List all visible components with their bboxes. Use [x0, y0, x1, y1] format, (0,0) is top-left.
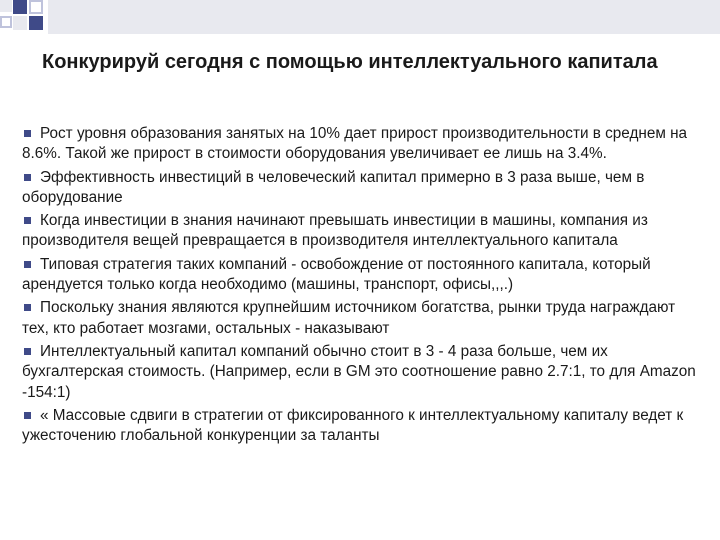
square-bullet-icon [24, 217, 31, 224]
bullet-item [22, 255, 702, 296]
bullet-item [22, 298, 702, 339]
header-band [48, 0, 720, 34]
square-bullet-icon [24, 130, 31, 137]
deco-square [13, 16, 27, 30]
square-bullet-icon [24, 304, 31, 311]
header-decoration [0, 0, 720, 44]
bullet-item [22, 211, 702, 252]
bullet-item [22, 342, 702, 403]
square-bullet-icon [24, 261, 31, 268]
bullet-text: Типовая стратегия таких компаний - освобождение от постоянного капитала, который арендуется только когда необходимо (машины, транспорт, офисы,,,.) [22, 255, 651, 294]
deco-square [29, 0, 43, 14]
bullet-item [22, 124, 702, 165]
bullet-text: Эффективность инвестиций в человеческий капитал примерно в 3 раза выше, чем в оборудование [22, 168, 645, 206]
bullet-text: Поскольку знания являются крупнейшим источником богатства, рынки труда награждают тех, кто работает мозгами, остальных - наказывают [22, 299, 676, 337]
slide-title: Конкурируй сегодня с помощью интеллектуального капитала [42, 51, 658, 73]
square-bullet-icon [24, 174, 31, 181]
deco-square [0, 0, 12, 12]
bullet-text: Когда инвестиции в знания начинают превышать инвестиции в машины, компания из производителя вещей превращается в производителя интеллектуального капитала [22, 212, 648, 250]
bullet-list [22, 124, 702, 449]
deco-square [0, 16, 12, 28]
square-bullet-icon [24, 348, 31, 355]
deco-square [29, 16, 43, 30]
square-bullet-icon [24, 412, 31, 419]
bullet-item [22, 168, 702, 209]
bullet-text: « Массовые сдвиги в стратегии от фиксированного к интеллектуальному капиталу ведет к ужесточению глобальной конкуренции за таланты [22, 406, 684, 445]
bullet-item [22, 406, 702, 447]
deco-square [13, 0, 27, 14]
bullet-text: Интеллектуальный капитал компаний обычно стоит в 3 - 4 раза больше, чем их бухгалтерская стоимость. (Например, если в GM это соотношение равно 2.7:1, то для Amazon -154:1) [22, 342, 696, 401]
bullet-text: Рост уровня образования занятых на 10% дает прирост производительности в среднем на 8.6%. Такой же прирост в стоимости оборудования увеличивает ее лишь на 3.4%. [22, 125, 688, 163]
